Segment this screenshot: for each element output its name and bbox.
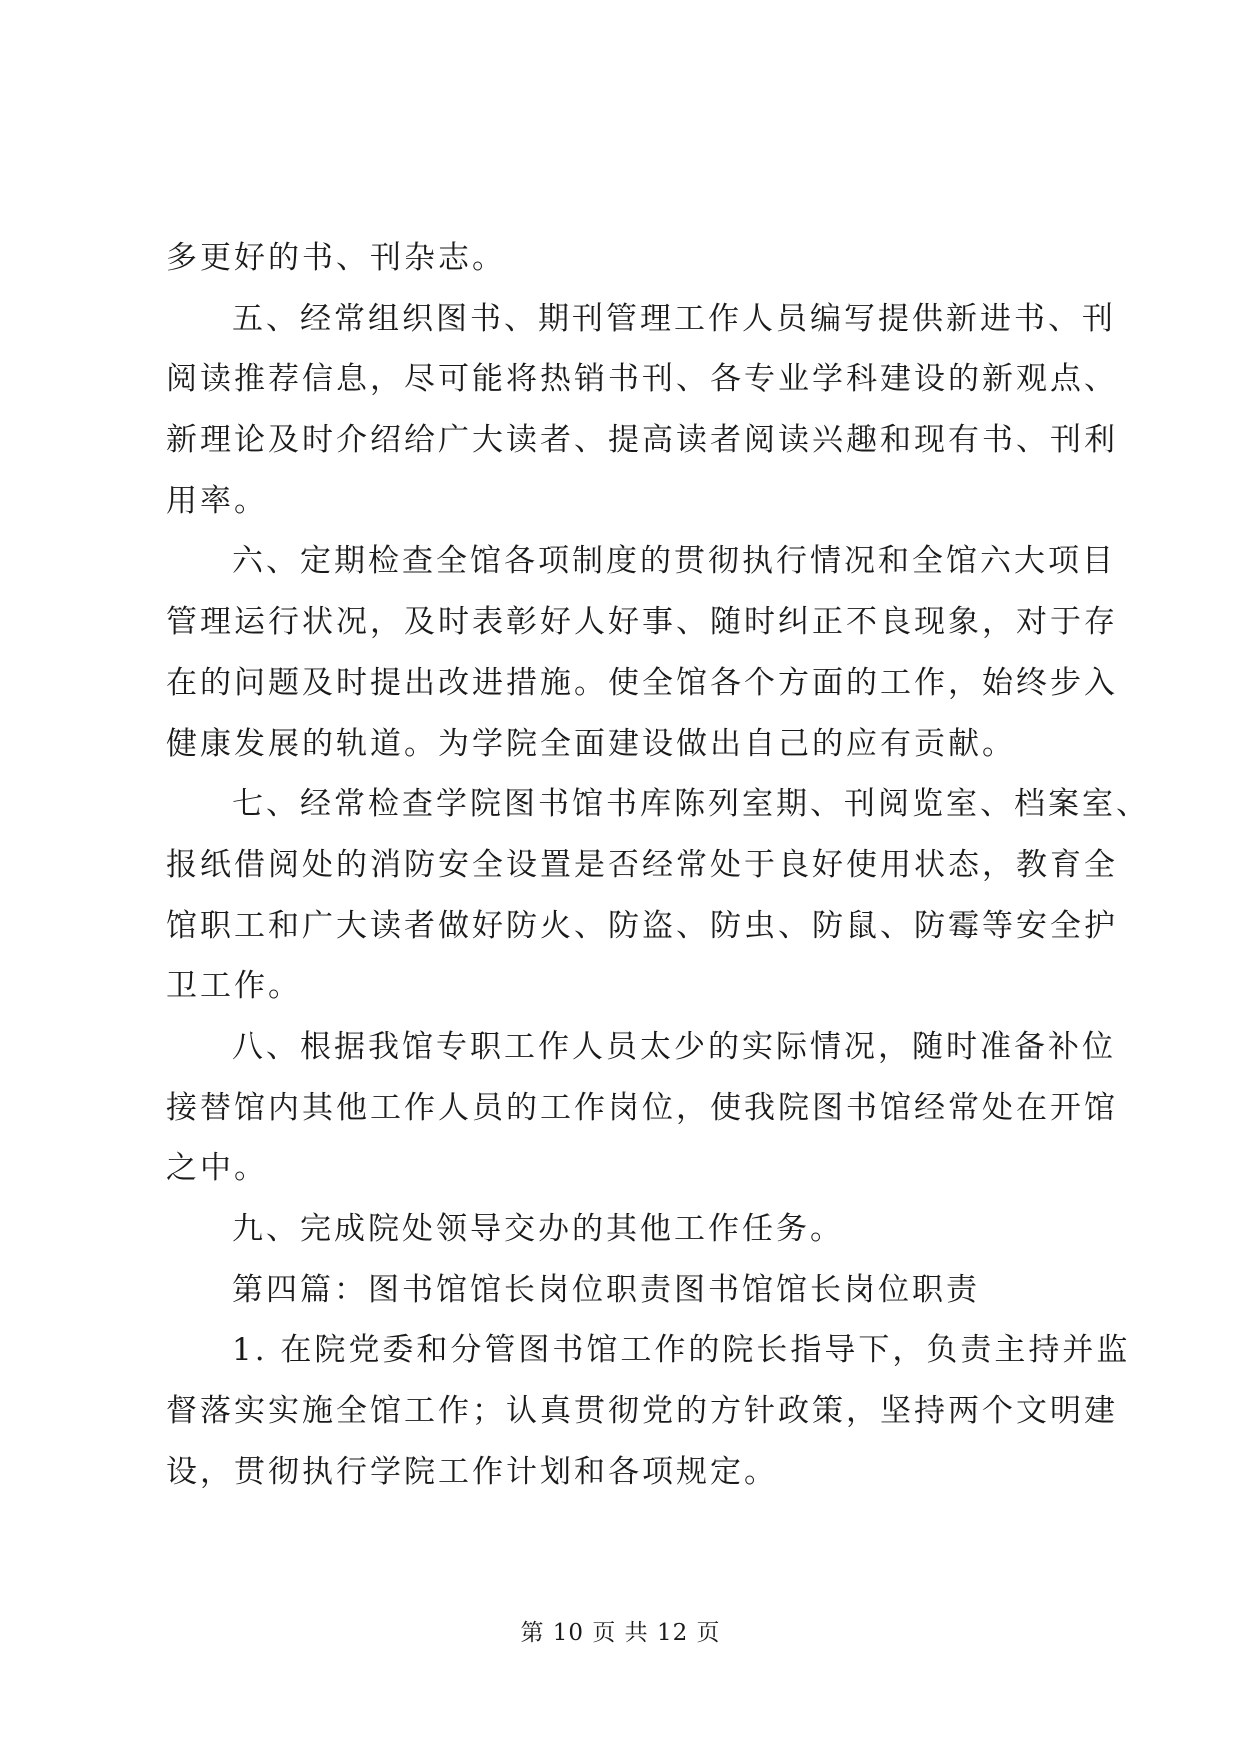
text-line: 卫工作。 (166, 968, 302, 1005)
text-line: 多更好的书、刊杂志。 (166, 240, 506, 276)
text-line: 报纸借阅处的消防安全设置是否经常处于良好使用状态，教育全 (166, 846, 1118, 883)
text-line: 阅读推荐信息，尽可能将热销书刊、各专业学科建设的新观点、 (166, 361, 1118, 398)
text-line: 接替馆内其他工作人员的工作岗位，使我院图书馆经常处在开馆 (166, 1089, 1118, 1126)
text-line: 管理运行状况，及时表彰好人好事、随时纠正不良现象，对于存 (166, 604, 1118, 641)
text-line: 设，贯彻执行学院工作计划和各项规定。 (166, 1453, 778, 1490)
text-line: 九、完成院处领导交办的其他工作任务。 (232, 1211, 844, 1247)
text-line: 馆职工和广大读者做好防火、防盗、防虫、防鼠、防霉等安全护 (166, 907, 1118, 944)
text-line: 在的问题及时提出改进措施。使全馆各个方面的工作，始终步入 (166, 664, 1118, 701)
text-line: 七、经常检查学院图书馆书库陈列室期、刊阅览室、档案室、 (232, 786, 1150, 823)
text-line: 新理论及时介绍给广大读者、提高读者阅读兴趣和现有书、刊利 (166, 422, 1118, 459)
text-line: 健康发展的轨道。为学院全面建设做出自己的应有贡献。 (166, 725, 1016, 762)
text-line: 1. 在院党委和分管图书馆工作的院长指导下，负责主持并监 (232, 1332, 1131, 1369)
text-line: 六、定期检查全馆各项制度的贯彻执行情况和全馆六大项目 (232, 543, 1116, 580)
text-line: 第四篇：图书馆馆长岗位职责图书馆馆长岗位职责 (232, 1271, 980, 1308)
text-line: 之中。 (166, 1150, 268, 1187)
text-line: 五、经常组织图书、期刊管理工作人员编写提供新进书、刊 (232, 300, 1116, 337)
text-line: 督落实实施全馆工作；认真贯彻党的方针政策，坚持两个文明建 (166, 1393, 1118, 1430)
page-number-footer: 第 10 页 共 12 页 (520, 1620, 721, 1646)
document-body (166, 228, 1150, 1502)
text-line: 八、根据我馆专职工作人员太少的实际情况，随时准备补位 (232, 1028, 1116, 1065)
text-line: 用率。 (166, 482, 268, 519)
